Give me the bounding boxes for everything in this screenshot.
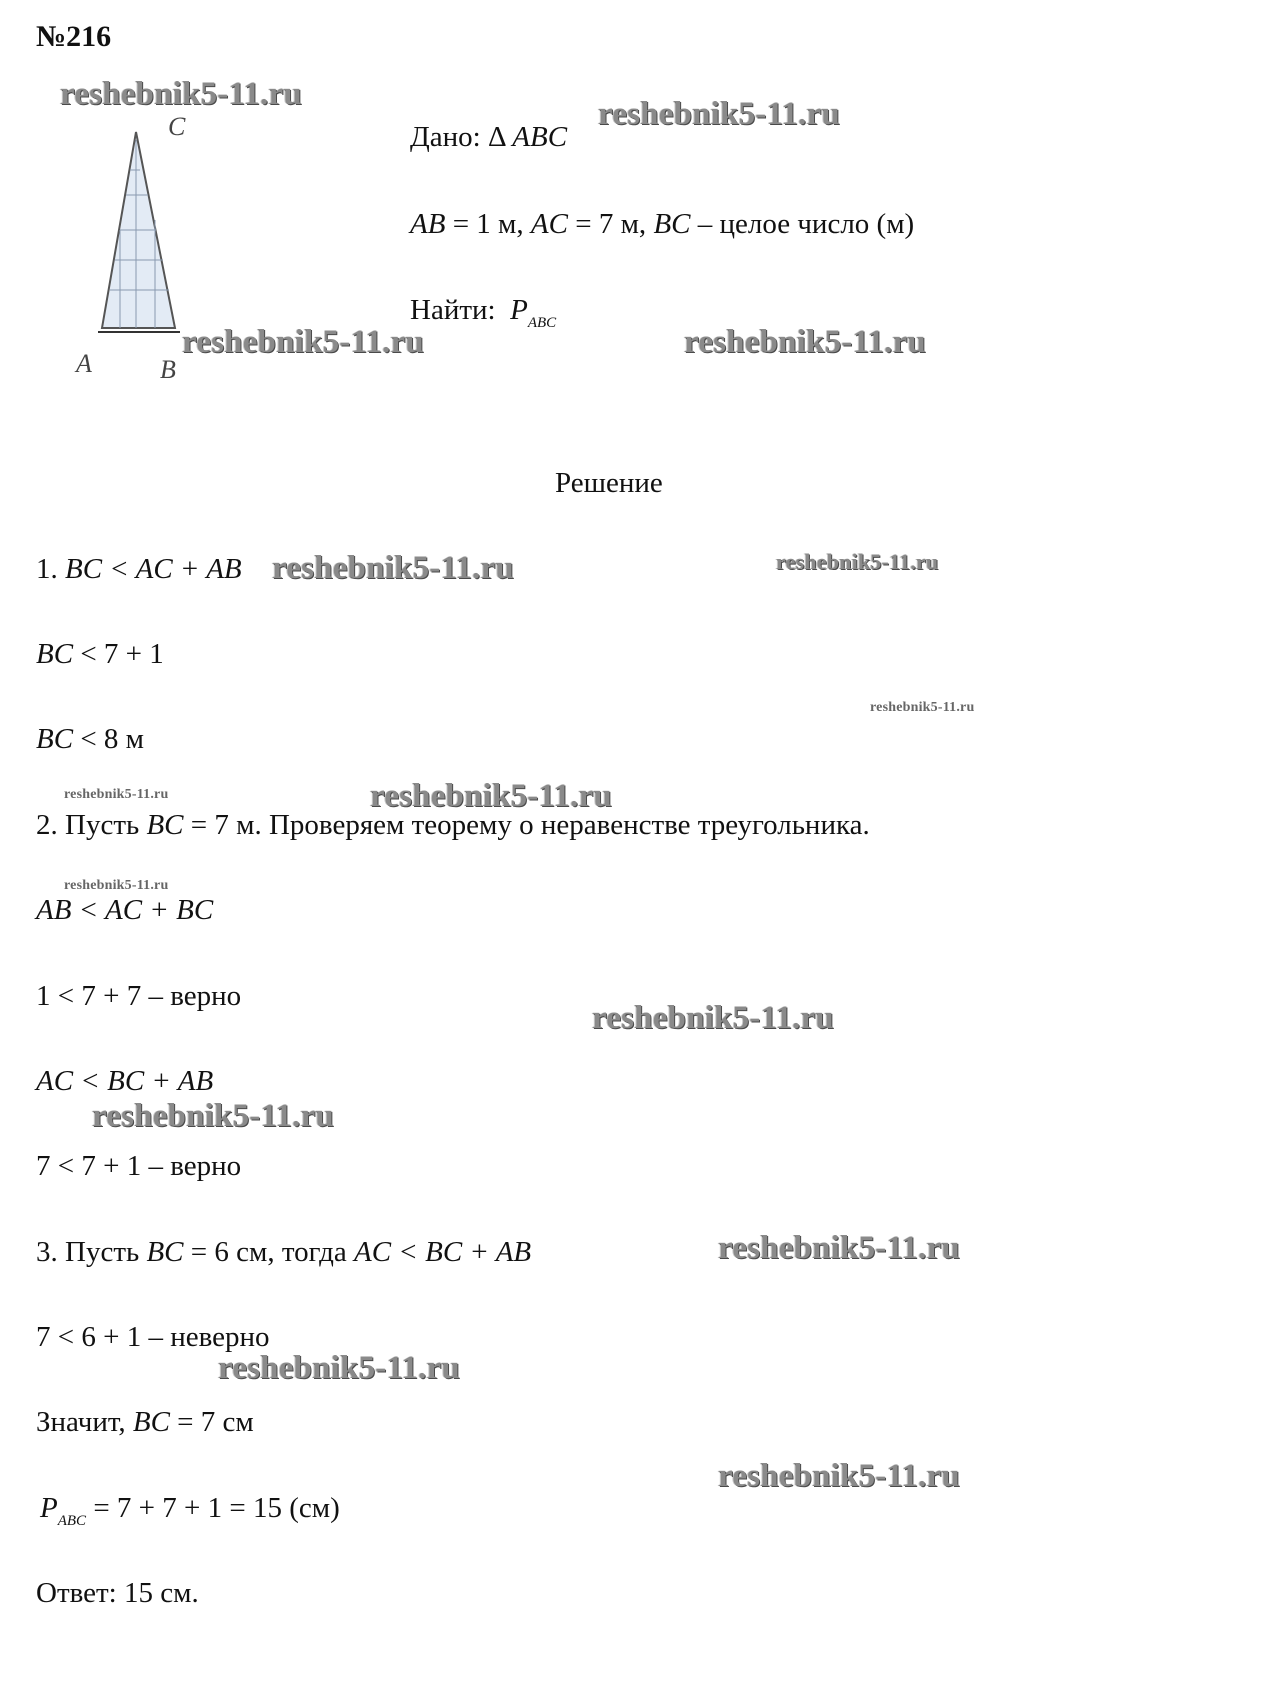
triangle-name: ABC bbox=[512, 121, 568, 153]
solution-heading: Решение bbox=[555, 467, 663, 499]
step-3-check: 7 < 6 + 1 – неверно bbox=[36, 1321, 270, 1353]
step-1-line3: BC < 8 м bbox=[36, 723, 145, 755]
watermark: reshebnik5-11.ru bbox=[182, 324, 424, 360]
watermark: reshebnik5-11.ru bbox=[718, 1230, 960, 1266]
vertex-a-label: A bbox=[76, 349, 92, 378]
watermark: reshebnik5-11.ru bbox=[92, 1098, 334, 1134]
watermark: reshebnik5-11.ru bbox=[598, 96, 840, 132]
problem-number: №216 bbox=[36, 20, 112, 53]
step-2-check1: 1 < 7 + 7 – верно bbox=[36, 980, 242, 1012]
triangle-figure bbox=[70, 110, 270, 420]
watermark: reshebnik5-11.ru bbox=[684, 324, 926, 360]
perimeter: $P_{ABC} = 7 + 7 + 1 = 15$ (см) bbox=[40, 1492, 340, 1529]
given-line: Дано: Δ ABC bbox=[410, 121, 568, 153]
vertex-c-label: C bbox=[168, 112, 186, 141]
step-2: 2. Пусть BC = 7 м. Проверяем теорему о неравенстве треугольника. bbox=[36, 809, 870, 841]
watermark: reshebnik5-11.ru bbox=[718, 1458, 960, 1494]
step-2-check2: 7 < 7 + 1 – верно bbox=[36, 1150, 242, 1182]
find-line: Найти: $P_{ABC}$ bbox=[410, 294, 557, 331]
watermark: reshebnik5-11.ru bbox=[592, 1000, 834, 1036]
step-1: 1. BC < AC + AB bbox=[36, 553, 242, 585]
watermark: reshebnik5-11.ru bbox=[776, 549, 939, 574]
step-3: 3. Пусть BC = 6 см, тогда AC < BC + AB bbox=[36, 1236, 532, 1268]
watermark: reshebnik5-11.ru bbox=[272, 550, 514, 586]
given-conditions: AB = 1 м, AC = 7 м, BC – целое число (м) bbox=[410, 208, 915, 240]
conclusion: Значит, BC = 7 см bbox=[36, 1406, 254, 1438]
watermark: reshebnik5-11.ru bbox=[64, 787, 169, 802]
watermark: reshebnik5-11.ru bbox=[870, 700, 975, 715]
step-2-ineq2: AC < BC + AB bbox=[36, 1065, 214, 1097]
answer: Ответ: 15 см. bbox=[36, 1577, 199, 1609]
watermark: reshebnik5-11.ru bbox=[60, 76, 302, 112]
watermark: reshebnik5-11.ru bbox=[64, 878, 169, 893]
step-2-ineq1: AB < AC + BC bbox=[36, 894, 214, 926]
step-1-line2: BC < 7 + 1 bbox=[36, 638, 164, 670]
vertex-b-label: B bbox=[160, 355, 176, 384]
watermark: reshebnik5-11.ru bbox=[370, 778, 612, 814]
watermark: reshebnik5-11.ru bbox=[218, 1350, 460, 1386]
